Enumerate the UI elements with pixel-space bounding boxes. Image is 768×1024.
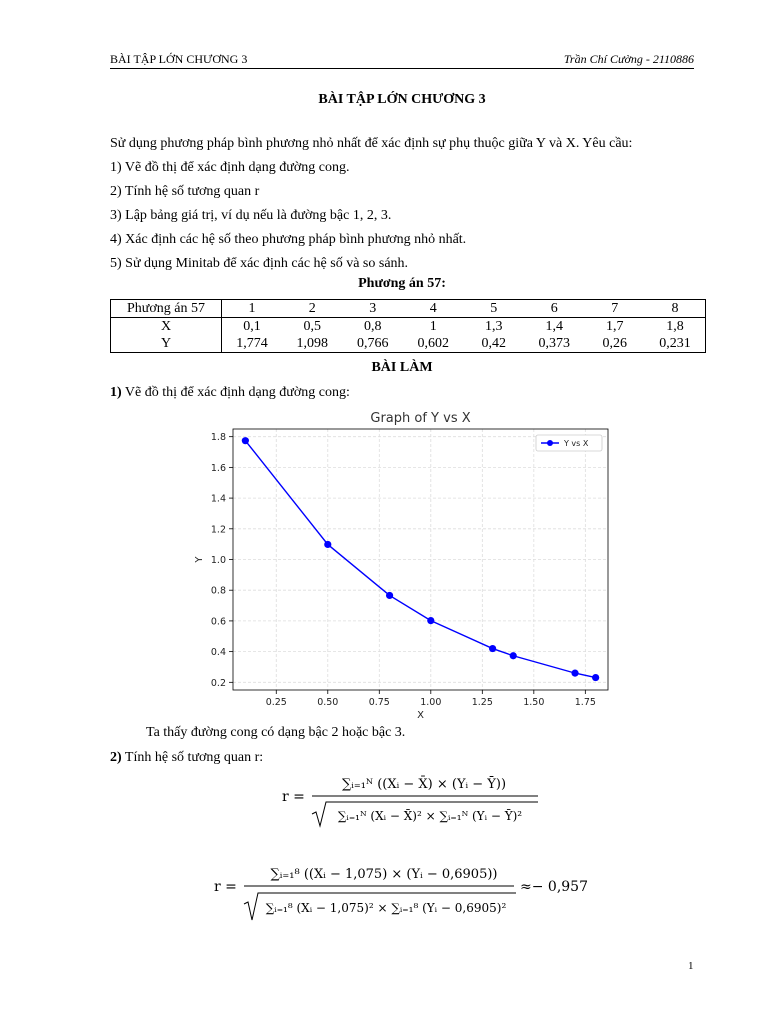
x-axis-label: X	[417, 710, 424, 721]
x-tick-label: 0.50	[317, 697, 339, 708]
page-number: 1	[688, 960, 694, 972]
question-2	[110, 750, 263, 766]
table-cell: 1,3	[485, 319, 503, 334]
data-point	[489, 645, 496, 652]
table-cell: 0,602	[417, 336, 449, 351]
table-cell: 1,774	[236, 336, 268, 351]
table-cell: 0,1	[243, 319, 261, 334]
question-text: Tính hệ số tương quan r:	[121, 750, 264, 765]
y-tick-label: 1.4	[210, 493, 226, 505]
line-chart	[190, 405, 620, 725]
x-tick-label: 0.25	[265, 697, 287, 708]
data-table	[110, 299, 706, 353]
data-point	[510, 652, 517, 659]
formula-lhs: r =	[214, 879, 237, 895]
x-tick-label: 1.00	[420, 697, 442, 708]
y-tick-label: 0.2	[210, 677, 226, 689]
y-tick-label: 0.6	[210, 616, 226, 628]
table-cell: 6	[524, 300, 585, 318]
y-tick-label: 1.0	[210, 555, 226, 566]
chart-title: Graph of Y vs X	[370, 411, 471, 426]
assignment-intro	[110, 132, 700, 276]
question-1	[110, 385, 350, 401]
table-cell: 1,098	[296, 336, 328, 351]
table-cell: 0,26	[602, 336, 627, 351]
formula-denominator: ∑ᵢ₌₁⁸ (Xᵢ − 1,075)² × ∑ᵢ₌₁⁸ (Yᵢ − 0,6905)²	[265, 901, 507, 915]
data-point	[324, 541, 331, 548]
table-cell: 3	[343, 300, 404, 318]
table-cell: 5	[464, 300, 525, 318]
formula-lhs: r =	[282, 789, 305, 805]
table-cell: 1	[222, 300, 283, 318]
data-point	[592, 674, 599, 681]
intro-line: 4) Xác định các hệ số theo phương pháp bình phương nhỏ nhất.	[110, 232, 467, 247]
table-cell: 1,7	[606, 319, 624, 334]
legend-marker	[547, 440, 553, 446]
x-tick-label: 0.75	[368, 697, 390, 708]
data-point	[386, 592, 393, 599]
formula-numerator: ∑ᵢ₌₁⁸ ((Xᵢ − 1,075) × (Yᵢ − 0,6905))	[270, 867, 498, 882]
table-cell: Phương án 57	[111, 300, 222, 318]
x-tick-label: 1.50	[523, 697, 545, 708]
legend-label: Y vs X	[564, 439, 589, 448]
table-cell: 1,8	[666, 319, 684, 334]
data-point	[571, 670, 578, 677]
option-title: Phương án 57:	[358, 276, 446, 291]
table-cell: 0,5	[303, 319, 321, 334]
table-cell: 0,8	[364, 319, 382, 334]
formula-denominator: ∑ᵢ₌₁ᴺ (Xᵢ − X̄)² × ∑ᵢ₌₁ᴺ (Yᵢ − Ȳ)²	[337, 809, 523, 823]
data-point	[427, 617, 434, 624]
table-cell: X	[111, 318, 222, 336]
table-cell: 8	[645, 300, 706, 318]
data-point	[242, 437, 249, 444]
y-tick-label: 1.6	[210, 462, 226, 474]
intro-line: Sử dụng phương pháp bình phương nhỏ nhất để xác định sự phụ thuộc giữa Y và X. Yêu cầu:	[110, 136, 633, 151]
table-cell: 7	[585, 300, 646, 318]
x-tick-label: 1.75	[574, 697, 596, 708]
header-author: Trần Chí Cường - 2110886	[563, 52, 694, 66]
solution-heading: BÀI LÀM	[371, 360, 433, 375]
y-tick-label: 0.8	[210, 585, 226, 597]
header-course-title: BÀI TẬP LỚN CHƯƠNG 3	[110, 52, 248, 66]
formula-result: ≈− 0,957	[520, 879, 588, 895]
y-axis-label: Y	[194, 556, 205, 563]
intro-line: 5) Sử dụng Minitab để xác định các hệ số và so sánh.	[110, 256, 409, 271]
table-cell: 2	[282, 300, 343, 318]
conclusion-text: Ta thấy đường cong có dạng bậc 2 hoặc bậc 3.	[146, 725, 406, 740]
header-divider	[110, 68, 694, 69]
table-cell: Y	[111, 335, 222, 353]
intro-line: 3) Lập bảng giá trị, ví dụ nếu là đường bậc 1, 2, 3.	[110, 208, 392, 223]
table-cell: 1	[429, 319, 437, 334]
question-number: 1)	[110, 385, 122, 400]
table-row	[111, 300, 706, 318]
table-row	[111, 335, 706, 353]
y-tick-label: 1.8	[210, 432, 226, 444]
question-number: 2)	[110, 750, 122, 765]
table-row	[111, 318, 706, 336]
question-text: Vẽ đồ thị để xác định dạng đường cong:	[121, 385, 350, 400]
x-tick-label: 1.25	[471, 697, 493, 708]
table-cell: 1,4	[545, 319, 563, 334]
correlation-formula	[282, 770, 542, 830]
intro-line: 1) Vẽ đồ thị để xác định dạng đường cong.	[110, 160, 350, 175]
table-cell: 0,42	[481, 336, 506, 351]
formula-numerator: ∑ᵢ₌₁ᴺ ((Xᵢ − X̄) × (Yᵢ − Ȳ))	[341, 777, 507, 792]
document-title: BÀI TẬP LỚN CHƯƠNG 3	[318, 92, 486, 107]
table-cell: 4	[403, 300, 464, 318]
table-cell: 0,766	[357, 336, 389, 351]
table-cell: 0,231	[659, 336, 691, 351]
correlation-formula-evaluated	[214, 860, 604, 926]
y-tick-label: 0.4	[210, 647, 226, 659]
table-cell: 0,373	[538, 336, 570, 351]
intro-line: 2) Tính hệ số tương quan r	[110, 184, 260, 199]
y-tick-label: 1.2	[210, 524, 226, 536]
